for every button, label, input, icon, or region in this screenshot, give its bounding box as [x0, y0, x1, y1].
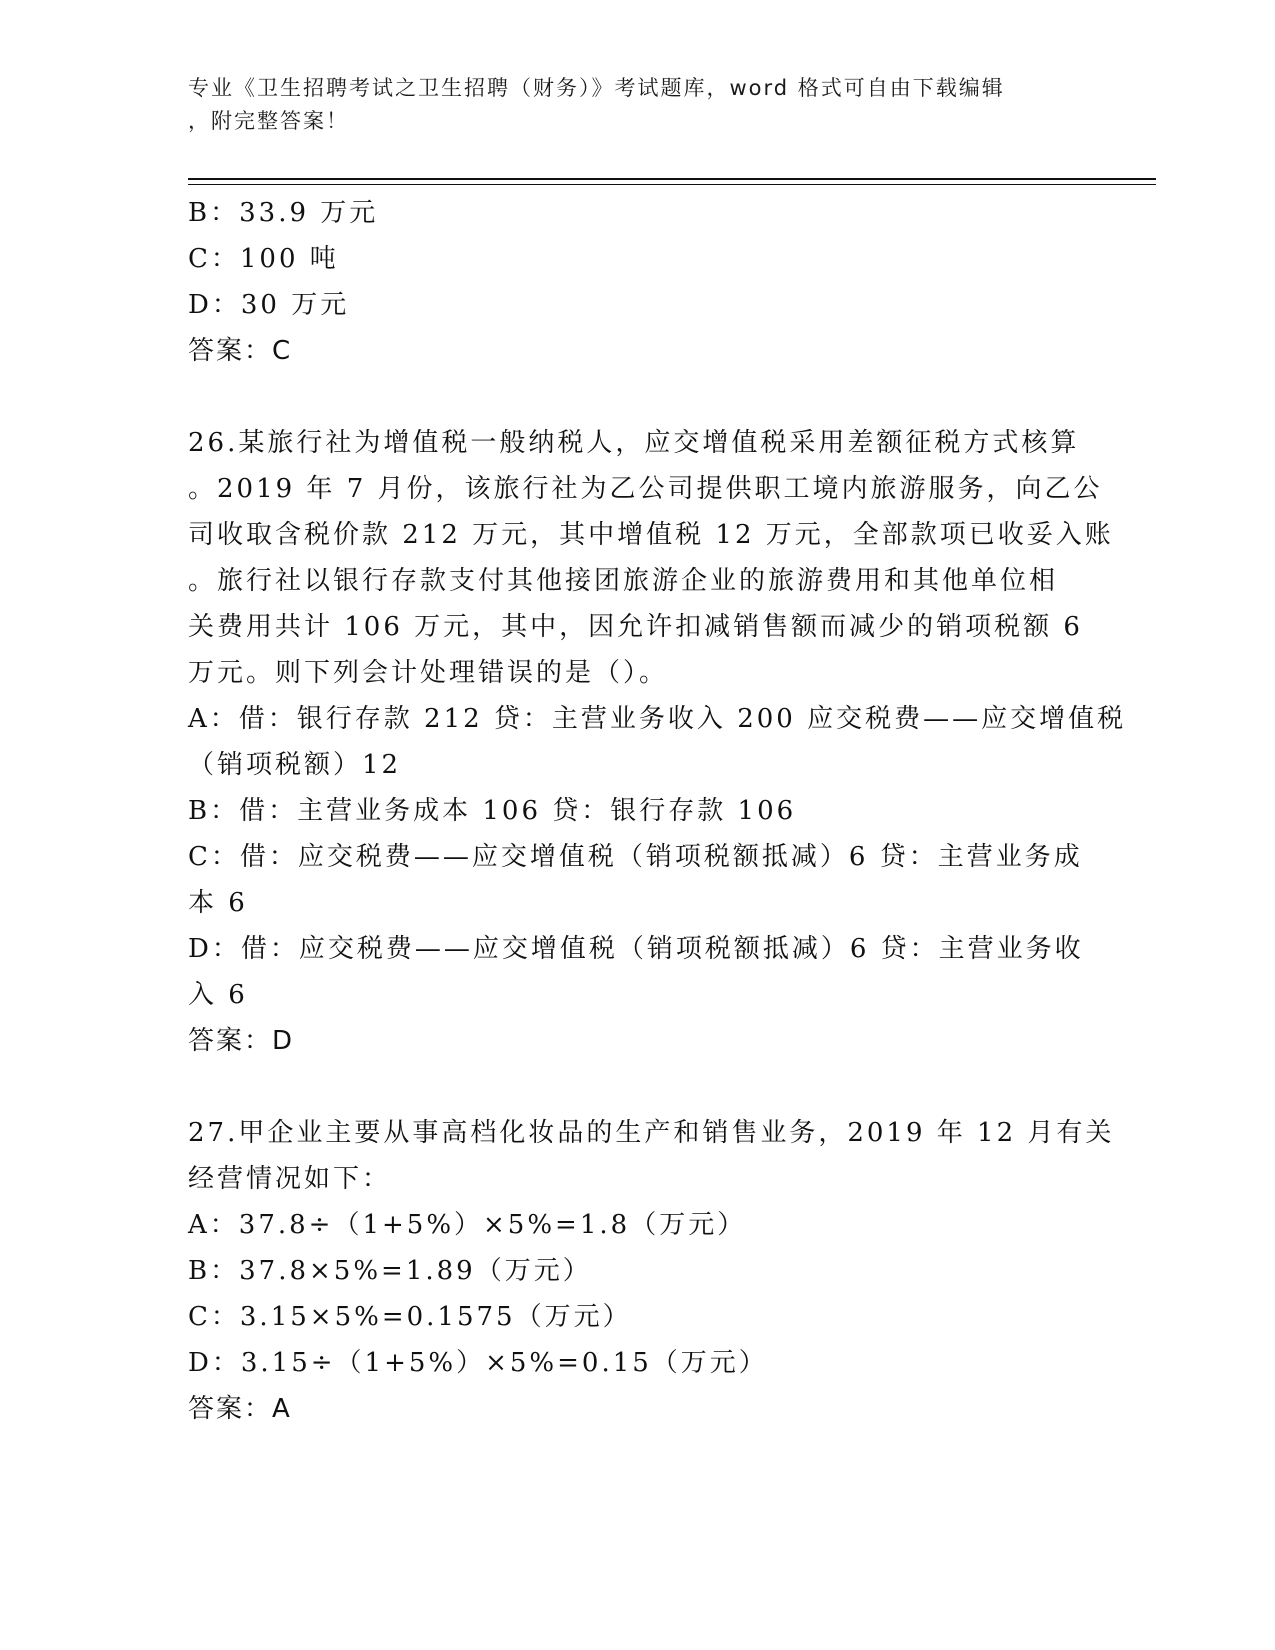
q26-answer: 答案：D — [188, 1026, 295, 1056]
q27-option-c: C：3.15×5%=0.1575（万元） — [188, 1302, 632, 1332]
q27-option-d: D：3.15÷（1+5%）×5%=0.15（万元） — [188, 1348, 768, 1378]
q26-stem-line: 关费用共计 106 万元，其中，因允许扣减销售额而减少的销项税额 6 — [188, 612, 1083, 642]
q25-option-b: B：33.9 万元 — [188, 198, 379, 228]
q26-option-b: B：借：主营业务成本 106 贷：银行存款 106 — [188, 796, 797, 826]
q26-stem-line: 。旅行社以银行存款支付其他接团旅游企业的旅游费用和其他单位相 — [188, 566, 1059, 596]
q26-option-a: A：借：银行存款 212 贷：主营业务收入 200 应交税费——应交增值税 — [188, 704, 1127, 734]
q26-option-a-cont: （销项税额）12 — [188, 750, 402, 780]
q25-option-c: C：100 吨 — [188, 244, 339, 274]
q26-option-d-cont: 入 6 — [188, 980, 248, 1010]
header-divider-thick — [188, 178, 1156, 180]
q26-option-c: C：借：应交税费——应交增值税（销项税额抵减）6 贷：主营业务成 — [188, 842, 1083, 872]
question-25-tail — [188, 190, 1078, 374]
spacer — [188, 1064, 1078, 1110]
header-line-2: ，附完整答案！ — [188, 109, 349, 133]
header-divider-thin — [188, 184, 1156, 185]
q26-option-d: D：借：应交税费——应交增值税（销项税额抵减）6 贷：主营业务收 — [188, 934, 1084, 964]
q25-option-d: D：30 万元 — [188, 290, 350, 320]
q26-stem-line: 司收取含税价款 212 万元，其中增值税 12 万元，全部款项已收妥入账 — [188, 520, 1114, 550]
q27-answer: 答案：A — [188, 1394, 292, 1424]
q26-stem-line: 。2019 年 7 月份，该旅行社为乙公司提供职工境内旅游服务，向乙公 — [188, 474, 1103, 504]
q26-stem-line: 26.某旅行社为增值税一般纳税人，应交增值税采用差额征税方式核算 — [188, 428, 1080, 458]
question-content — [188, 190, 1127, 1432]
q27-option-b: B：37.8×5%=1.89（万元） — [188, 1256, 592, 1286]
q25-answer: 答案：C — [188, 336, 293, 366]
question-26 — [188, 420, 1127, 1064]
document-header — [188, 72, 1068, 138]
q26-stem-line: 万元。则下列会计处理错误的是（）。 — [188, 658, 669, 688]
spacer — [188, 374, 1078, 420]
q27-stem-line: 27.甲企业主要从事高档化妆品的生产和销售业务，2019 年 12 月有关 — [188, 1118, 1115, 1148]
q27-stem-line: 经营情况如下： — [188, 1164, 392, 1194]
header-line-1: 专业《卫生招聘考试之卫生招聘（财务）》考试题库，word 格式可自由下载编辑 — [188, 76, 1005, 100]
q27-option-a: A：37.8÷（1+5%）×5%=1.8（万元） — [188, 1210, 747, 1240]
q26-option-c-cont: 本 6 — [188, 888, 248, 918]
question-27 — [188, 1110, 1115, 1432]
